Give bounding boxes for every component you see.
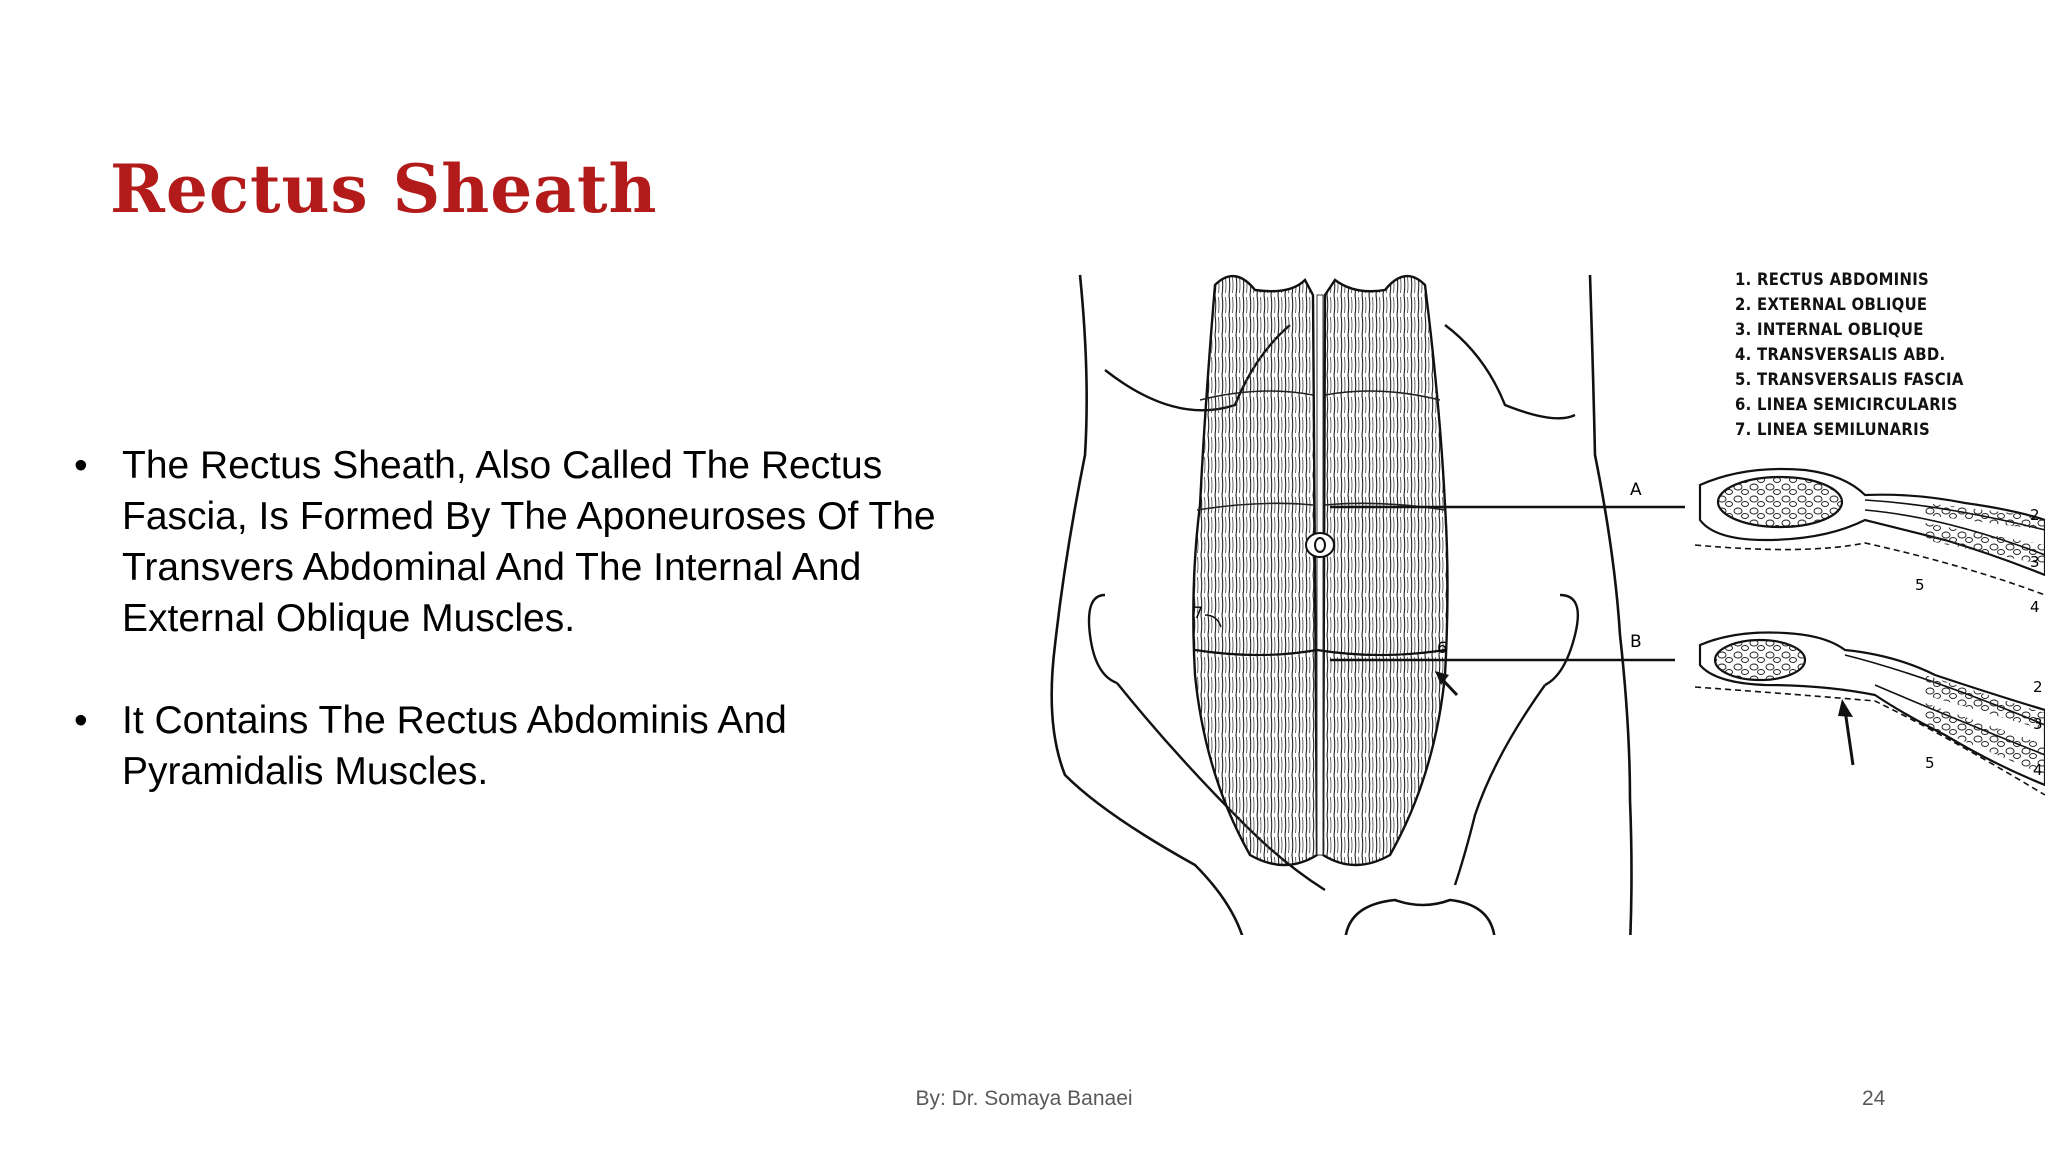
legend-item: 1. RECTUS ABDOMINIS — [1735, 270, 1930, 289]
footer-author: By: Dr. Somaya Banaei — [915, 1087, 1133, 1110]
label-6: 6 — [1437, 638, 1448, 657]
figure-legend — [1735, 267, 1964, 442]
bullet-list — [70, 440, 990, 848]
umbilicus — [1306, 533, 1334, 557]
label-a-3: 3 — [2030, 553, 2040, 571]
bullet-text: It Contains The Rectus Abdominis And Pyramidalis Muscles. — [122, 699, 787, 793]
cross-section-a — [1695, 469, 2045, 595]
label-a: A — [1630, 480, 1642, 500]
label-b-4: 4 — [2033, 761, 2043, 779]
page-number: 24 — [1862, 1087, 1886, 1110]
legend-item: 6. LINEA SEMICIRCULARIS — [1735, 395, 1958, 414]
label-a-5: 5 — [1915, 576, 1925, 594]
cross-section-b — [1695, 633, 2045, 796]
label-b-5: 5 — [1925, 754, 1935, 772]
slide-title: Rectus Sheath — [110, 150, 658, 228]
legend-item: 7. LINEA SEMILUNARIS — [1735, 420, 1930, 439]
label-b-2: 2 — [2033, 678, 2043, 696]
bullet-marker: • — [74, 444, 88, 487]
label-b: B — [1630, 632, 1642, 652]
bullet-item — [70, 440, 990, 644]
label-a-4: 4 — [2030, 598, 2040, 616]
legend-item: 2. EXTERNAL OBLIQUE — [1735, 295, 1928, 314]
bullet-text: The Rectus Sheath, Also Called The Rectus Fascia, Is Formed By The Aponeuroses Of The Transvers Abdominal And The Internal And External Oblique Muscles. — [122, 444, 936, 640]
label-a-2: 2 — [2030, 506, 2040, 524]
label-b-3: 3 — [2033, 715, 2043, 733]
rectus-abdominis-muscles — [1193, 276, 1447, 865]
legend-item: 3. INTERNAL OBLIQUE — [1735, 320, 1924, 339]
label-7: 7 — [1193, 603, 1204, 622]
legend-item: 4. TRANSVERSALIS ABD. — [1735, 345, 1946, 364]
legend-item: 5. TRANSVERSALIS FASCIA — [1735, 370, 1964, 389]
bullet-marker: • — [74, 699, 88, 742]
bullet-item — [70, 695, 990, 797]
